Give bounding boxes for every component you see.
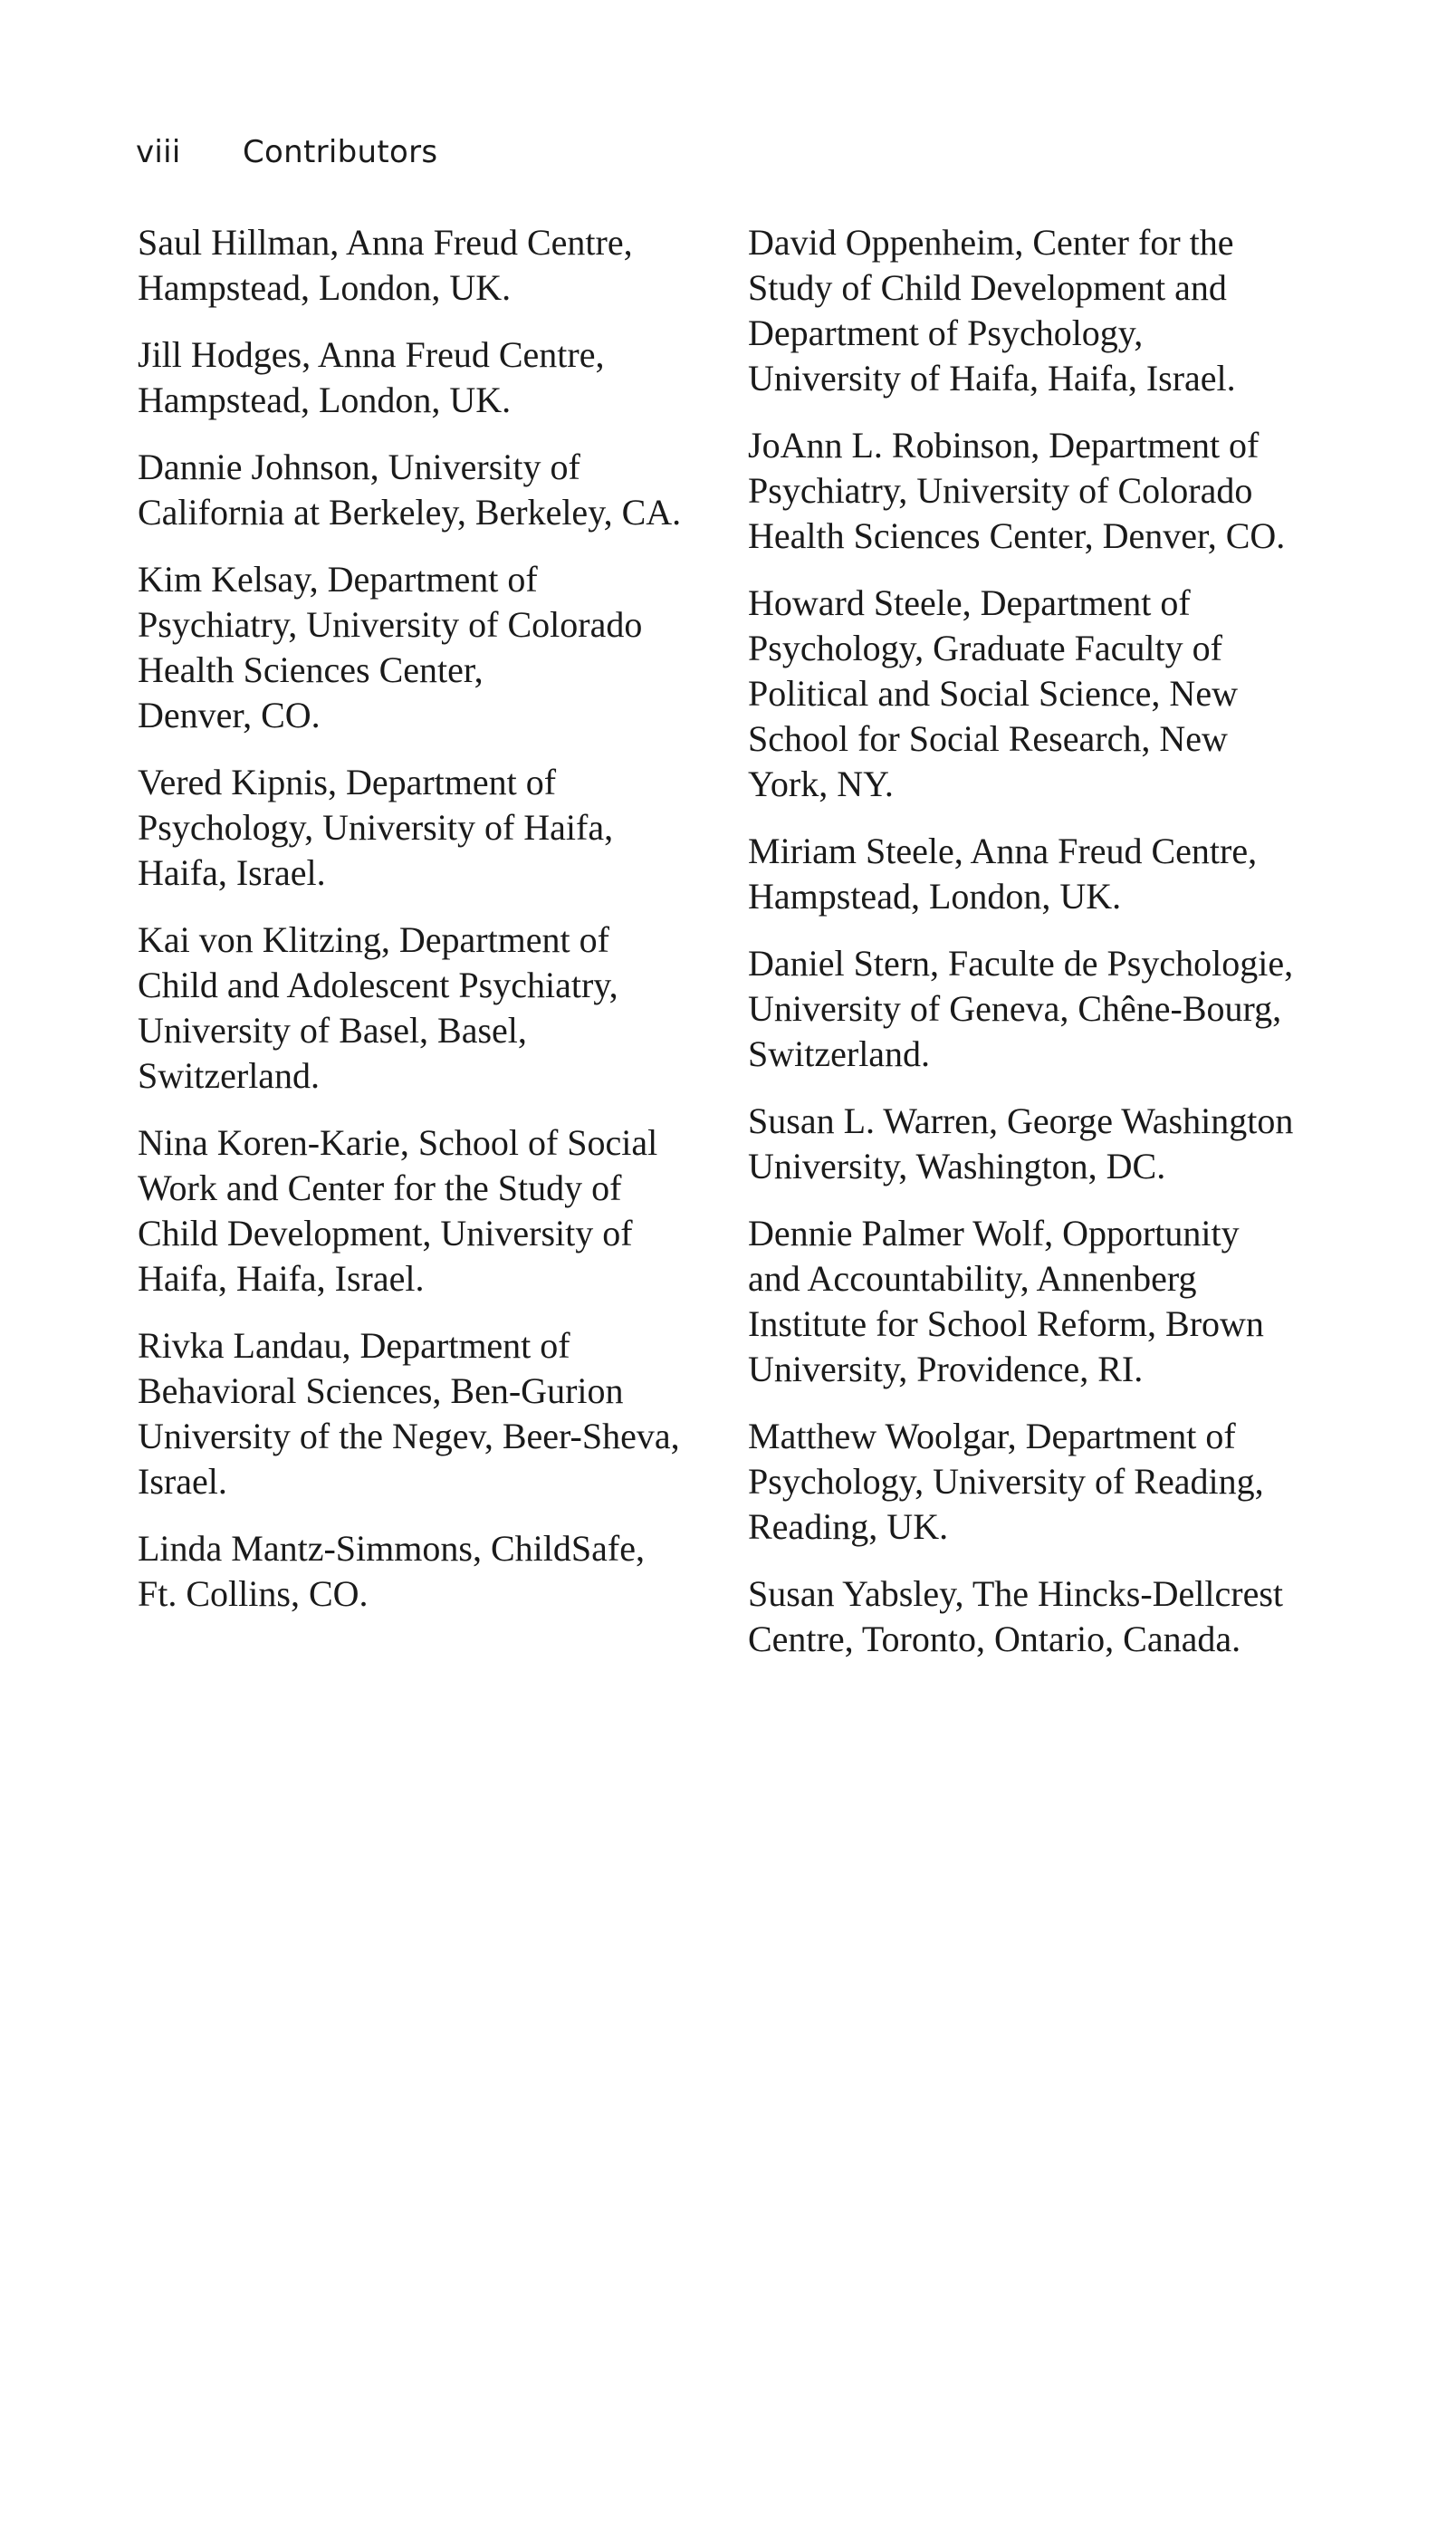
contributor-entry bbox=[748, 423, 1327, 559]
contributor-line: Daniel Stern, Faculte de Psychologie, bbox=[748, 943, 1294, 984]
contributor-entry bbox=[138, 332, 717, 423]
contributor-line: University of Geneva, Chêne-Bourg, bbox=[748, 988, 1282, 1029]
contributor-line: Psychology, University of Haifa, bbox=[138, 807, 614, 848]
contributor-line: York, NY. bbox=[748, 764, 894, 804]
contributor-line: University of Haifa, Haifa, Israel. bbox=[748, 358, 1236, 399]
contributor-line: Child and Adolescent Psychiatry, bbox=[138, 965, 618, 1005]
contributor-entry bbox=[748, 1099, 1327, 1189]
contributor-line: Saul Hillman, Anna Freud Centre, bbox=[138, 222, 633, 263]
contributor-line: Susan L. Warren, George Washington bbox=[748, 1100, 1294, 1141]
contributor-line: Psychiatry, University of Colorado bbox=[138, 604, 643, 645]
contributor-line: Ft. Collins, CO. bbox=[138, 1573, 369, 1614]
contributor-line: JoAnn L. Robinson, Department of bbox=[748, 425, 1260, 466]
contributor-entry bbox=[748, 220, 1327, 401]
contributor-line: Israel. bbox=[138, 1461, 227, 1502]
contributor-line: Vered Kipnis, Department of bbox=[138, 762, 557, 802]
contributor-line: and Accountability, Annenberg bbox=[748, 1258, 1197, 1299]
contributor-line: Kai von Klitzing, Department of bbox=[138, 919, 609, 960]
contributor-entry bbox=[748, 1414, 1327, 1550]
contributor-entry bbox=[138, 1526, 717, 1617]
contributor-line: Jill Hodges, Anna Freud Centre, bbox=[138, 334, 605, 375]
contributor-line: Switzerland. bbox=[138, 1055, 321, 1096]
contributor-line: Haifa, Israel. bbox=[138, 852, 326, 893]
running-head bbox=[136, 134, 437, 170]
contributor-line: University of Basel, Basel, bbox=[138, 1010, 527, 1051]
contributor-line: Dennie Palmer Wolf, Opportunity bbox=[748, 1213, 1240, 1254]
contributor-line: Health Sciences Center, Denver, CO. bbox=[748, 515, 1286, 556]
contributor-line: Health Sciences Center, bbox=[138, 649, 484, 690]
contributor-line: David Oppenheim, Center for the bbox=[748, 222, 1234, 263]
contributor-line: Hampstead, London, UK. bbox=[138, 379, 512, 420]
contributor-line: Behavioral Sciences, Ben-Gurion bbox=[138, 1370, 624, 1411]
contributor-line: Centre, Toronto, Ontario, Canada. bbox=[748, 1619, 1241, 1659]
contributor-line: Child Development, University of bbox=[138, 1213, 633, 1254]
contributor-entry bbox=[748, 581, 1327, 807]
contributor-entry bbox=[138, 1120, 717, 1302]
contributor-entry bbox=[748, 941, 1327, 1077]
contributor-line: Hampstead, London, UK. bbox=[138, 267, 512, 308]
contributor-line: Work and Center for the Study of bbox=[138, 1167, 622, 1208]
contributor-line: Susan Yabsley, The Hincks-Dellcrest bbox=[748, 1573, 1284, 1614]
contributor-line: Psychology, University of Reading, bbox=[748, 1461, 1264, 1502]
contributor-line: Dannie Johnson, University of bbox=[138, 447, 580, 487]
contributor-entry bbox=[138, 557, 717, 738]
contributor-entry bbox=[748, 1571, 1327, 1662]
contributor-line: Hampstead, London, UK. bbox=[748, 876, 1122, 917]
contributor-line: Switzerland. bbox=[748, 1033, 931, 1074]
contributor-line: University, Washington, DC. bbox=[748, 1146, 1166, 1186]
contributors-right-column bbox=[748, 220, 1327, 1684]
contributor-entry bbox=[138, 760, 717, 896]
contributor-line: Denver, CO. bbox=[138, 695, 321, 735]
contributor-line: Psychiatry, University of Colorado bbox=[748, 470, 1253, 511]
contributor-entry bbox=[138, 445, 717, 535]
contributor-entry bbox=[748, 1211, 1327, 1392]
contributor-line: Reading, UK. bbox=[748, 1506, 949, 1547]
contributor-line: California at Berkeley, Berkeley, CA. bbox=[138, 492, 682, 533]
contributor-line: Kim Kelsay, Department of bbox=[138, 559, 538, 600]
contributor-line: Institute for School Reform, Brown bbox=[748, 1303, 1264, 1344]
contributor-entry bbox=[748, 829, 1327, 919]
contributor-line: Matthew Woolgar, Department of bbox=[748, 1416, 1236, 1456]
section-title: Contributors bbox=[243, 134, 438, 170]
contributor-line: Nina Koren-Karie, School of Social bbox=[138, 1122, 658, 1163]
contributors-left-column bbox=[138, 220, 717, 1638]
contributor-entry bbox=[138, 220, 717, 311]
contributor-line: School for Social Research, New bbox=[748, 718, 1228, 759]
contributor-line: Howard Steele, Department of bbox=[748, 582, 1191, 623]
page-number: viii bbox=[136, 134, 181, 170]
contributor-line: Rivka Landau, Department of bbox=[138, 1325, 570, 1366]
contributor-line: University of the Negev, Beer-Sheva, bbox=[138, 1416, 680, 1456]
contributor-line: Study of Child Development and bbox=[748, 267, 1227, 308]
contributor-line: Linda Mantz-Simmons, ChildSafe, bbox=[138, 1528, 645, 1569]
contributor-entry bbox=[138, 1323, 717, 1504]
contributor-entry bbox=[138, 917, 717, 1099]
contributor-line: University, Providence, RI. bbox=[748, 1349, 1144, 1389]
contributor-line: Political and Social Science, New bbox=[748, 673, 1238, 714]
contributor-line: Haifa, Haifa, Israel. bbox=[138, 1258, 425, 1299]
contributor-line: Department of Psychology, bbox=[748, 312, 1144, 353]
contributor-line: Miriam Steele, Anna Freud Centre, bbox=[748, 831, 1258, 871]
contributor-line: Psychology, Graduate Faculty of bbox=[748, 628, 1222, 668]
